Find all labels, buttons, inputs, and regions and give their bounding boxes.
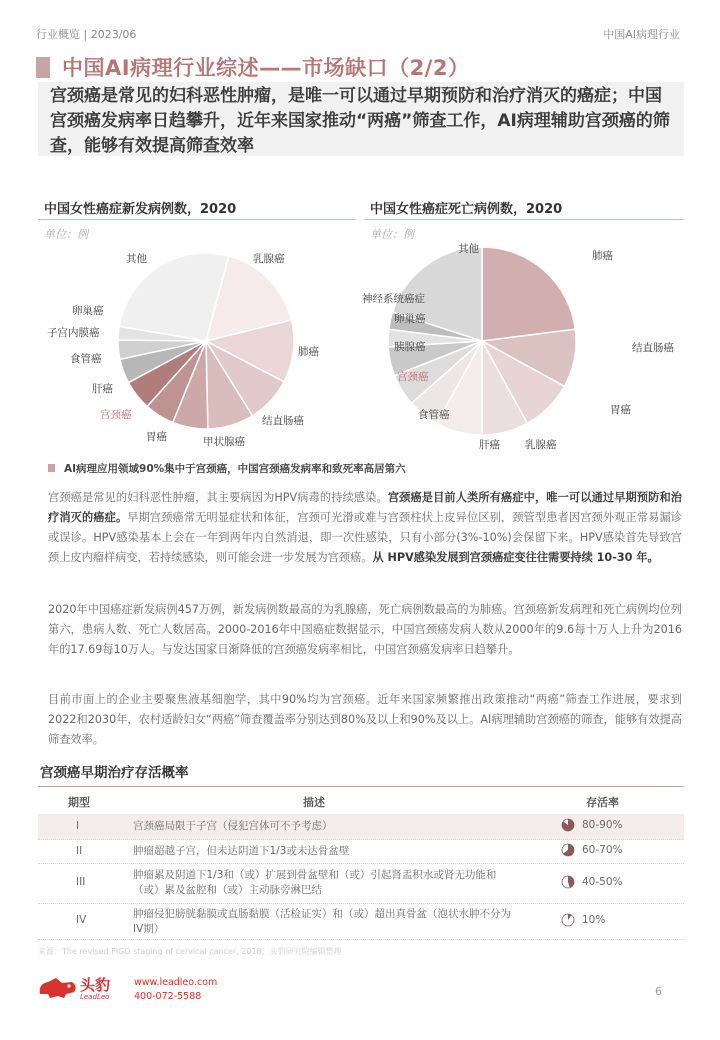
survival-pie-icon: [561, 818, 575, 832]
pie-label: 子宫内膜癌: [47, 327, 100, 339]
pie-label: 结直肠癌: [632, 342, 674, 354]
table-title: 宫颈癌早期治疗存活概率: [40, 765, 189, 781]
brand-name: 头豹: [80, 976, 111, 994]
pie-slice-肺癌: [482, 247, 575, 341]
table-row: [38, 864, 684, 904]
pie-label: 神经系统癌症: [362, 293, 425, 305]
pie-label: 肺癌: [298, 346, 319, 358]
survival-pie-icon: [561, 843, 575, 857]
paragraph-1: 宫颈癌是常见的妇科恶性肿瘤，其主要病因为HPV病毒的持续感染。宫颈癌是目前人类所有癌症中，唯一可以通过早期预防和治疗消灭的癌症。早期宫颈癌常无明显症状和体征，宫颈可光滑或难与宫颈柱状上皮异位区别，颈管型患者因宫颈外观正常易漏诊或误诊。HPV感染基本上会在一年到两年内自然消退，即一次性感染，只有小部分(3%-10%)会保留下来。HPV感染首先导致宫颈上皮内瘤样病变，若持续感染，则可能会进一步发展为宫颈癌。从 HPV感染发展到宫颈癌症变往往需要持续 10-30 年。: [48, 491, 682, 564]
row-survival: 60-70%: [582, 844, 623, 856]
row-survival: 10%: [582, 914, 606, 926]
row-description: 肿瘤累及阴道下1/3和（或）扩展到骨盆壁和（或）引起肾盂积水或肾无功能和（或）累及盆腔和（或）主动脉旁淋巴结: [133, 869, 497, 896]
pie-label: 宫颈癌: [397, 371, 429, 383]
row-survival: 80-90%: [582, 819, 623, 831]
pie-chart-deaths: [360, 0, 720, 460]
col-description: 描述: [303, 796, 325, 809]
page-title: 中国AI病理行业综述——市场缺口（2/2）: [62, 56, 470, 80]
row-description: 肿瘤超越子宫，但未达阴道下1/3或未达骨盆壁: [133, 845, 350, 857]
pie-label: 结直肠癌: [262, 415, 304, 427]
paragraph-3: 目前市面上的企业主要聚焦液基细胞学，其中90%均为宫颈癌。近年来国家频繁推出政策推动“两癌”筛查工作进展，要求到2022和2030年，农村适龄妇女“两癌”筛查覆盖率分别达到80%及以上和90%及以上。AI病理辅助宫颈癌的筛查，能够有效提高筛查效率。: [48, 693, 682, 746]
pie-label: 胃癌: [146, 431, 167, 443]
row-stage: I: [76, 820, 80, 832]
brand-name-en: LeadLeo: [80, 993, 110, 1001]
pie-label: 肺癌: [592, 250, 613, 262]
source-note: 来源：The revised FIGO staging of cervical cancer, 2018，头豹研究院编辑整理: [38, 947, 342, 956]
table-top-rule: [38, 786, 684, 787]
pie-label: 卵巢癌: [72, 305, 104, 317]
pie-chart-new-cases: [0, 0, 360, 460]
page-subtitle: 宫颈癌是常见的妇科恶性肿瘤，是唯一可以通过早期预防和治疗消灭的癌症；中国宫颈癌发病率日趋攀升，近年来国家推动“两癌”筛查工作，AI病理辅助宫颈癌的筛查，能够有效提高筛查效率: [38, 82, 684, 156]
pie-label: 其他: [126, 253, 147, 265]
survival-pie-icon: [561, 875, 575, 889]
pie-label: 卵巢癌: [394, 313, 426, 325]
col-stage: 期型: [68, 796, 90, 809]
row-stage: II: [76, 845, 83, 857]
website-link[interactable]: www.leadleo.com: [134, 977, 218, 988]
pie-label: 肝癌: [479, 439, 500, 451]
page-number: 6: [655, 985, 662, 998]
table-row: [38, 840, 684, 864]
pie-label: 食管癌: [418, 409, 450, 421]
chart-title-new-cases: 中国女性癌症新发病例数，2020: [44, 202, 237, 217]
col-survival: 存活率: [586, 796, 619, 809]
row-stage: IV: [76, 914, 87, 926]
pie-label: 其他: [458, 243, 479, 255]
leadleo-logo-icon: [36, 974, 80, 1000]
pie-label: 食管癌: [70, 353, 102, 365]
unit-label-left: 单位：例: [44, 228, 88, 241]
pie-label: 乳腺癌: [253, 253, 285, 265]
chart-title-deaths: 中国女性癌症死亡病例数，2020: [370, 202, 563, 217]
table-row: [38, 904, 684, 940]
report-tag: 中国AI病理行业: [603, 28, 680, 41]
phone-number: 400-072-5588: [134, 991, 202, 1002]
pie-label: 肝癌: [92, 383, 113, 395]
table-header: [38, 788, 684, 812]
survival-pie-icon: [561, 913, 575, 927]
unit-label-right: 单位：例: [370, 228, 414, 241]
pie-label: 胃癌: [610, 404, 631, 416]
pie-label: 甲状腺癌: [203, 436, 245, 448]
row-survival: 40-50%: [582, 876, 623, 888]
pie-label: 乳腺癌: [525, 439, 557, 451]
note-marker: [48, 464, 55, 472]
row-description: 宫颈癌局限于子宫（侵犯宫体可不予考虑）: [133, 820, 333, 832]
pie-label: 宫颈癌: [100, 409, 132, 421]
row-stage: III: [76, 876, 86, 888]
row-description: 肿瘤侵犯膀胱黏膜或直肠黏膜（活检证实）和（或）超出真骨盆（泡状水肿不分为IV期）: [133, 908, 511, 935]
key-finding-note: AI病理应用领域90%集中于宫颈癌，中国宫颈癌发病率和致死率高居第六: [64, 463, 406, 475]
paragraph-2: 2020年中国癌症新发病例457万例，新发病例数最高的为乳腺癌，死亡病例数最高的为肺癌。宫颈癌新发病理和死亡病例均位列第六，患病人数、死亡人数居高。2000-2016年中国癌症数据显示，中国宫颈癌发病人数从2000年的9.6每十万人上升为2016年的17.69每10万人。与发达国家日渐降低的宫颈癌发病率相比，中国宫颈癌发病率日趋攀升。: [48, 603, 682, 656]
table-row: [38, 814, 684, 840]
breadcrumb: 行业概览 | 2023/06: [36, 28, 137, 41]
pie-label: 胰腺癌: [394, 341, 426, 353]
